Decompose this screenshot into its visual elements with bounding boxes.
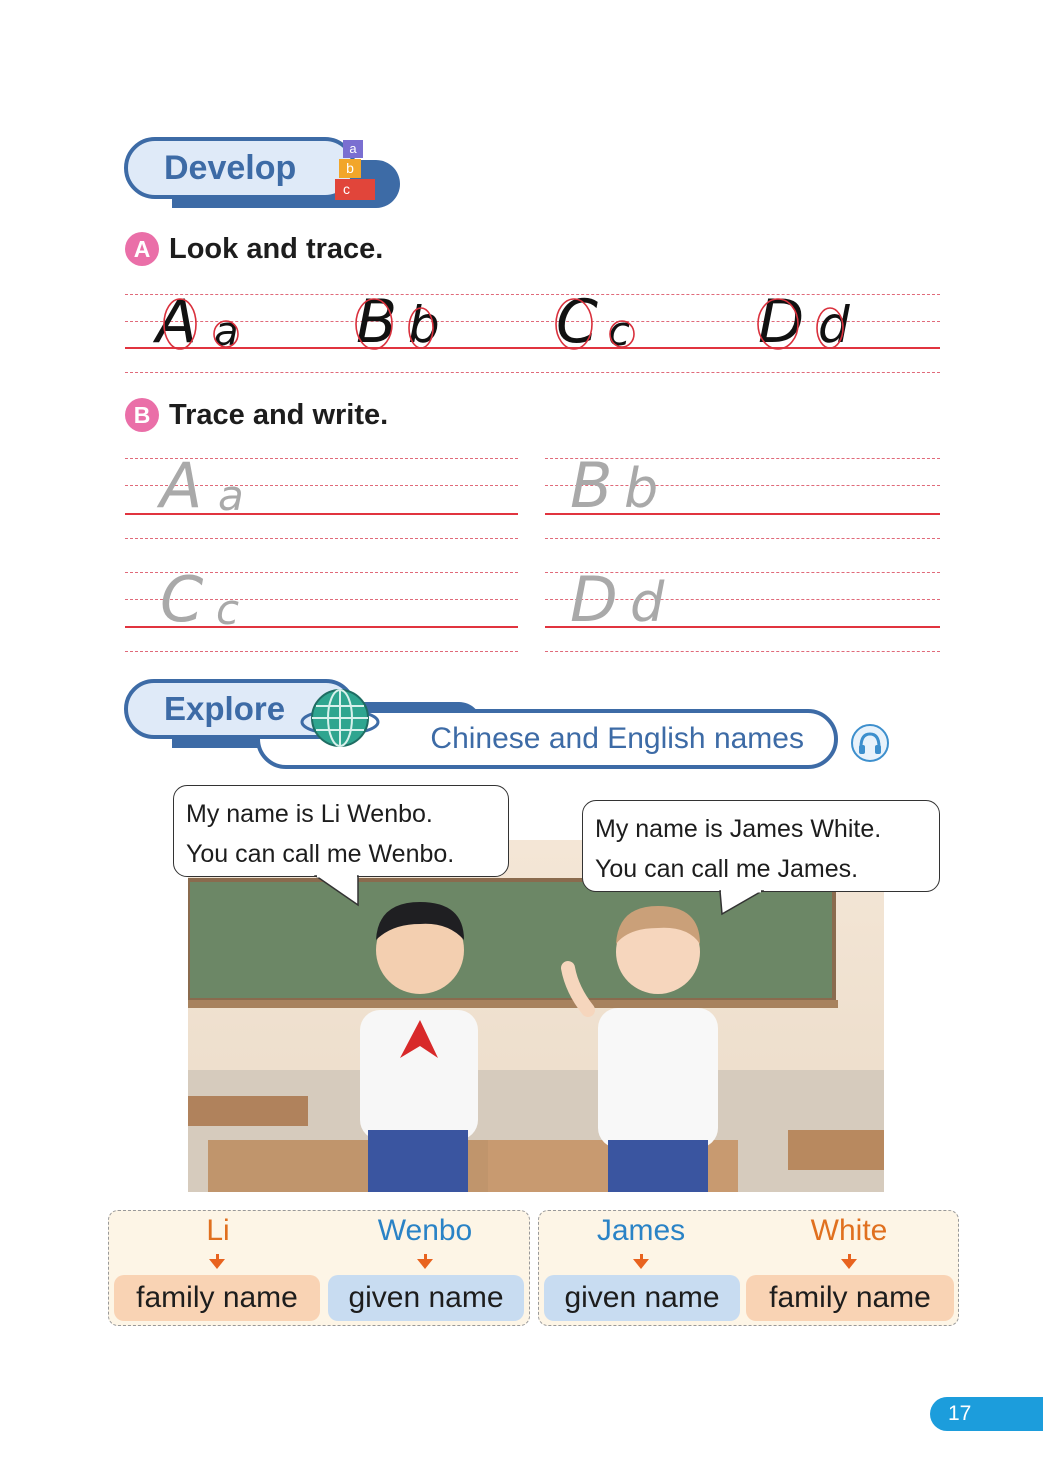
bubble-left-line2: You can call me Wenbo.	[186, 840, 455, 868]
arrow-down-icon	[633, 1259, 649, 1269]
name-white: White	[810, 1214, 888, 1247]
bubble-right-line1: My name is James White.	[595, 815, 882, 843]
section-a-heading	[125, 232, 383, 266]
explore-title: Explore	[164, 690, 286, 727]
section-a-title: Look and trace.	[169, 232, 384, 265]
trace-letter-lower-c: c	[608, 309, 630, 355]
headphones-icon[interactable]	[851, 724, 889, 762]
write-letter-upper-c: C	[160, 563, 204, 636]
abc-blocks-icon	[335, 140, 379, 202]
trace-letter-lower-b: b	[408, 296, 440, 354]
tag-family-name-white: family name	[746, 1275, 954, 1321]
block-c: c	[335, 179, 375, 200]
page-number	[930, 1397, 1043, 1431]
trace-letter-lower-d: d	[818, 296, 850, 354]
speech-bubble-li-wenbo	[173, 785, 509, 877]
name-james: James	[596, 1214, 686, 1247]
section-b-badge: B	[125, 398, 159, 432]
section-a-badge: A	[125, 232, 159, 266]
write-letter-lower-b: b	[624, 457, 659, 520]
section-b-heading	[125, 398, 388, 432]
trace-letter-upper-c: C	[556, 287, 598, 357]
trace-letter-upper-b: B	[356, 287, 398, 357]
page-number-text: 17	[948, 1402, 972, 1425]
write-letter-upper-a: A	[160, 449, 203, 522]
section-b-title: Trace and write.	[169, 398, 389, 431]
block-a: a	[343, 140, 363, 158]
tag-family-name-li: family name	[114, 1275, 320, 1321]
tag-given-name-james: given name	[544, 1275, 740, 1321]
arrow-down-icon	[209, 1259, 225, 1269]
bubble-tail-left	[314, 875, 360, 907]
name-li: Li	[206, 1214, 230, 1247]
bubble-right-line2: You can call me James.	[595, 855, 859, 883]
guide-line	[125, 651, 518, 652]
write-letter-lower-c: c	[216, 585, 240, 634]
tag-given-name-wenbo: given name	[328, 1275, 524, 1321]
write-letter-lower-a: a	[218, 471, 244, 520]
arrow-down-icon	[841, 1259, 857, 1269]
bubble-left-line1: My name is Li Wenbo.	[186, 800, 433, 828]
write-letter-upper-b: B	[570, 449, 613, 522]
trace-letter-upper-a: A	[156, 287, 198, 357]
explore-subtitle: Chinese and English names	[430, 722, 804, 755]
block-b: b	[339, 159, 361, 178]
trace-letter-upper-d: D	[758, 287, 805, 357]
speech-bubble-james-white	[582, 800, 940, 892]
globe-icon	[300, 684, 382, 754]
name-wenbo: Wenbo	[377, 1214, 473, 1247]
arrow-down-icon	[417, 1259, 433, 1269]
trace-letter-lower-a: a	[214, 309, 239, 355]
develop-title: Develop	[164, 148, 297, 187]
write-letter-lower-d: d	[630, 571, 665, 634]
classroom-illustration	[188, 840, 884, 1192]
guide-line	[125, 538, 518, 539]
develop-banner	[124, 137, 356, 199]
write-letter-upper-d: D	[570, 563, 618, 636]
guide-line	[125, 372, 940, 373]
bubble-tail-right	[718, 890, 764, 916]
guide-line	[545, 538, 940, 539]
guide-line	[545, 651, 940, 652]
stroke-order-guides	[150, 287, 870, 357]
